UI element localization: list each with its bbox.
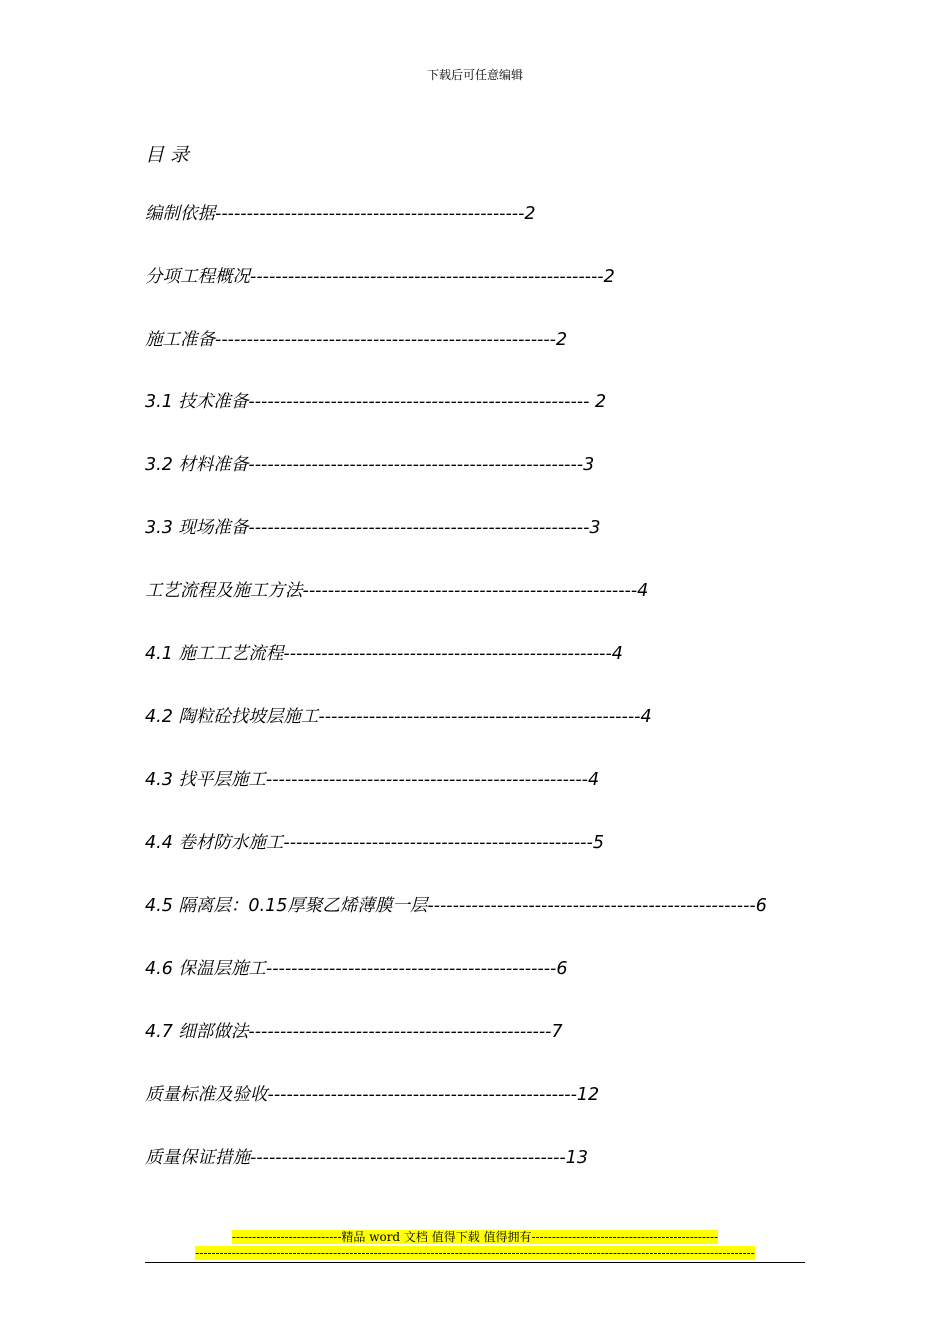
toc-entry[interactable]: 4.7 细部做法------------------------------------------------7 [145, 1022, 563, 1042]
header-note: 下载后可任意编辑 [426, 68, 523, 82]
toc-title: 目 录 [145, 144, 190, 166]
toc-entry[interactable]: 3.1 技术准备------------------------------------------------------ 2 [145, 392, 607, 412]
toc-entry[interactable]: 4.3 找平层施工---------------------------------------------------4 [145, 770, 600, 790]
toc-entry[interactable]: 4.2 陶粒砼找坡层施工---------------------------------------------------4 [145, 707, 652, 727]
toc-entry[interactable]: 4.5 隔离层：0.15厚聚乙烯薄膜一层----------------------------------------------------6 [145, 896, 767, 916]
footer-banner-line-1 [0, 1230, 950, 1245]
toc-entry[interactable]: 编制依据-------------------------------------------------2 [145, 204, 536, 224]
footer-banner-dashes: ------------------------------------------------------------------------------------------------------------------------------------------ [195, 1246, 755, 1260]
toc-entry[interactable]: 质量标准及验收-------------------------------------------------12 [145, 1085, 600, 1105]
footer-rule [145, 1262, 805, 1263]
toc-entry[interactable]: 3.2 材料准备-----------------------------------------------------3 [145, 455, 595, 475]
toc-entry[interactable]: 质量保证措施--------------------------------------------------13 [145, 1148, 589, 1168]
toc-entry[interactable]: 3.3 现场准备------------------------------------------------------3 [145, 518, 601, 538]
toc-entry[interactable]: 4.1 施工工艺流程----------------------------------------------------4 [145, 644, 623, 664]
toc-entry[interactable]: 4.4 卷材防水施工-------------------------------------------------5 [145, 833, 604, 853]
toc-entry[interactable]: 分项工程概况--------------------------------------------------------2 [145, 267, 615, 287]
footer-banner-text: ---------------------------精品 word 文档 值得下载 值得拥有---------------------------------------------- [231, 1230, 719, 1244]
toc-entry[interactable]: 工艺流程及施工方法-----------------------------------------------------4 [145, 581, 649, 601]
toc-entry[interactable]: 4.6 保温层施工----------------------------------------------6 [145, 959, 568, 979]
footer-banner-line-2 [0, 1246, 950, 1261]
toc-entry[interactable]: 施工准备------------------------------------------------------2 [145, 330, 568, 350]
